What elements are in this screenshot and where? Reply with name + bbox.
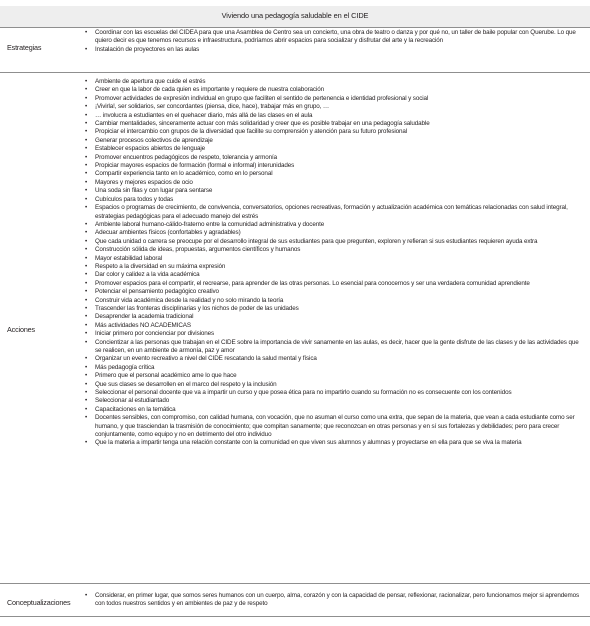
- bullet-icon: •: [85, 170, 88, 178]
- acciones-list: [84, 78, 584, 448]
- list-item: • Concientizar a las personas que trabajan en el CIDE sobre la importancia de vivir sanamente en las aulas, es decir, hacer que la gente disfrute de las clases y de las actividades que se realicen, en un ambiente de armonía, paz y amor: [85, 338, 579, 354]
- list-item: • Espacios o programas de crecimiento, de convivencia, conversatorios, opciones recreativas, formación y actualización académica con temáticas relacionadas con salud integral, estrategias pedagógicas para el adecuado manejo del estrés: [85, 204, 568, 220]
- list-item: • Propiciar el intercambio con grupos de la diversidad que facilite su comprensión y atención para su futuro profesional: [85, 128, 408, 136]
- list-item: • … involucra a estudiantes en el quehacer diario, más allá de las clases en el aula: [85, 111, 313, 119]
- bullet-icon: •: [85, 220, 88, 228]
- bullet-icon: •: [85, 254, 88, 262]
- bullet-icon: •: [85, 262, 88, 270]
- bullet-icon: •: [85, 330, 88, 338]
- bullet-icon: •: [85, 372, 88, 380]
- bullet-icon: •: [85, 229, 88, 237]
- list-item: • Creer en que la labor de cada quien es importante y requiere de nuestra colaboración: [85, 86, 325, 94]
- bullet-icon: •: [85, 246, 88, 254]
- list-item: • Desaprender la academia tradicional: [85, 313, 194, 321]
- bullet-icon: •: [85, 355, 88, 363]
- list-item: • Instalación de proyectores en las aulas: [85, 45, 200, 53]
- list-item: • Primero que el personal académico ame lo que hace: [85, 372, 237, 380]
- list-item: • Más actividades NO ACADEMICAS: [85, 321, 191, 329]
- bullet-icon: •: [85, 145, 88, 153]
- list-item: • Que cada unidad o carrera se preocupe por el desarrollo integral de sus estudiantes para que pregunten, exploren y refieran si sus estudiantes requieren ayuda extra: [85, 237, 538, 245]
- list-item: • Establecer espacios abiertos de lenguaje: [85, 145, 206, 153]
- list-item: • Promover actividades de expresión individual en grupo que faciliten el sentido de pertenencia e identidad profesional y social: [85, 94, 429, 102]
- row-rule: [0, 72, 590, 73]
- list-item: • Seleccionar el personal docente que va a impartir un curso y que posea ética para no impartirlo cuando su formación no es consecuente con los contenidos: [85, 389, 512, 397]
- bullet-icon: •: [85, 78, 88, 85]
- list-item: • Organizar un evento recreativo a nivel del CIDE rescatando la salud mental y física: [85, 355, 317, 363]
- bullet-icon: •: [85, 389, 88, 397]
- bullet-icon: •: [85, 195, 88, 203]
- bullet-icon: •: [85, 86, 88, 94]
- list-item: • Mayores y mejores espacios de ocio: [85, 178, 193, 186]
- list-item: • Ambiente de apertura que cuide el estrés: [85, 78, 206, 85]
- list-item: • Adecuar ambientes físicos (confortables y agradables): [85, 229, 241, 237]
- bullet-icon: •: [85, 204, 88, 212]
- list-item: • Coordinar con las escuelas del CIDEA para que una Asamblea de Centro sea un concierto, una obra de teatro o danza y por qué no, un taller de baile popular con Querube. Lo que quiero decir es que tenemos recursos e infraestructura, podríamos abrir espacios para socializar y disfrutar del arte y la recreación: [85, 29, 576, 45]
- bullet-icon: •: [85, 296, 88, 304]
- list-item: • Trascender las fronteras disciplinarias y los nichos de poder de las unidades: [85, 304, 299, 312]
- list-item: • Capacitaciones en la temática: [85, 405, 176, 413]
- bullet-icon: •: [85, 279, 88, 287]
- list-item: • Más pedagogía crítica: [85, 363, 155, 371]
- bullet-icon: •: [85, 321, 88, 329]
- list-item: • Cubículos para todos y todas: [85, 195, 174, 203]
- list-item: • Compartir experiencia tanto en lo académico, como en lo personal: [85, 170, 273, 178]
- bullet-icon: •: [85, 380, 88, 388]
- bullet-icon: •: [85, 237, 88, 245]
- bullet-icon: •: [85, 94, 88, 102]
- list-item: • Construir vida académica desde la realidad y no solo mirando la teoría: [85, 296, 284, 304]
- bullet-icon: •: [85, 397, 88, 405]
- conceptualizaciones-list: [84, 592, 584, 609]
- bullet-icon: •: [85, 271, 88, 279]
- row-rule: [0, 583, 590, 584]
- bullet-icon: •: [85, 128, 88, 136]
- bullet-icon: •: [85, 103, 88, 111]
- bullet-icon: •: [85, 288, 88, 296]
- list-item: • Promover espacios para el compartir, el recrearse, para aprender de las otras personas. Lo esencial para conocernos y ser una verdadera comunidad aprendiente: [85, 279, 530, 287]
- bullet-icon: •: [85, 405, 88, 413]
- list-item: • Generar procesos colectivos de aprendizaje: [85, 136, 213, 144]
- list-item: • Seleccionar al estudiantado: [85, 397, 170, 405]
- estrategias-list: [84, 29, 584, 54]
- bullet-icon: •: [85, 162, 88, 170]
- list-item: • Dar color y calidez a la vida académica: [85, 271, 200, 279]
- list-item: • Considerar, en primer lugar, que somos seres humanos con un cuerpo, alma, corazón y con la capacidad de pensar, reflexionar, racionalizar, pero funcionamos mejor si aprendemos con todos nuestros sentidos y en ambientes de paz y de respeto: [85, 592, 580, 608]
- bullet-icon: •: [85, 338, 88, 346]
- bullet-icon: •: [85, 592, 88, 599]
- row-label-acciones: Acciones: [7, 325, 35, 334]
- table-header: Viviendo una pedagogía saludable en el CIDE: [221, 11, 369, 20]
- list-item: • Que la materia a impartir tenga una relación constante con la comunidad en que viven sus alumnos y alumnas y proyectarse en ella para que se viva la materia: [85, 439, 522, 447]
- list-item: • Mayor estabilidad laboral: [85, 254, 163, 262]
- list-item: • Respeto a la diversidad en su máxima expresión: [85, 262, 226, 270]
- bullet-icon: •: [85, 363, 88, 371]
- list-item: • Docentes sensibles, con compromiso, con calidad humana, con vocación, que no asuman el curso como una extra, que sepan de la materia, que vean a cada estudiante como ser humano, y que trasciendan la trasmisión de conocimiento; que compitan sanamente; que reconozcan en otras personas y en sí sus fortalezas y debilidades; pero para crecer conjuntamente, como equipo y no en detrimento del otro individuo: [85, 414, 575, 439]
- bullet-icon: •: [85, 178, 88, 186]
- row-label-estrategias: Estrategias: [7, 43, 42, 52]
- list-item: • ¡Vivirla!, ser solidarios, ser concordantes (piensa, dice, hace), trabajar más en grupo, …: [85, 103, 330, 111]
- list-item: • Promover encuentros pedagógicos de respeto, tolerancia y armonía: [85, 153, 278, 161]
- list-item: • Que sus clases se desarrollen en el marco del respeto y la inclusión: [85, 380, 277, 388]
- list-item: • Ambiente laboral humano-cálido-fraterno entre la comunidad administrativa y docente: [85, 220, 325, 228]
- list-item: • Cambiar mentalidades, sinceramente actuar con más solidaridad y creer que es posible trabajar en una pedagogía saludable: [85, 120, 430, 128]
- bullet-icon: •: [85, 120, 88, 128]
- bullet-icon: •: [85, 313, 88, 321]
- row-label-conceptualizaciones: Conceptualizaciones: [7, 598, 71, 607]
- bullet-icon: •: [85, 153, 88, 161]
- bullet-icon: •: [85, 414, 88, 422]
- list-item: • Iniciar primero por concienciar por divisiones: [85, 330, 215, 338]
- header-bottom-rule: [0, 27, 590, 28]
- list-item: • Una soda sin filas y con lugar para sentarse: [85, 187, 213, 195]
- bullet-icon: •: [85, 187, 88, 195]
- bullet-icon: •: [85, 439, 88, 447]
- bullet-icon: •: [85, 29, 88, 36]
- list-item: • Construcción sólida de ideas, propuestas, argumentos científicos y humanos: [85, 246, 301, 254]
- list-item: • Potenciar el pensamiento pedagógico creativo: [85, 288, 219, 296]
- list-item: • Propiciar mayores espacios de formación (formal e informal) interunidades: [85, 162, 295, 170]
- table-bottom-rule: [0, 616, 590, 617]
- bullet-icon: •: [85, 304, 88, 312]
- bullet-icon: •: [85, 136, 88, 144]
- bullet-icon: •: [85, 45, 88, 53]
- bullet-icon: •: [85, 111, 88, 119]
